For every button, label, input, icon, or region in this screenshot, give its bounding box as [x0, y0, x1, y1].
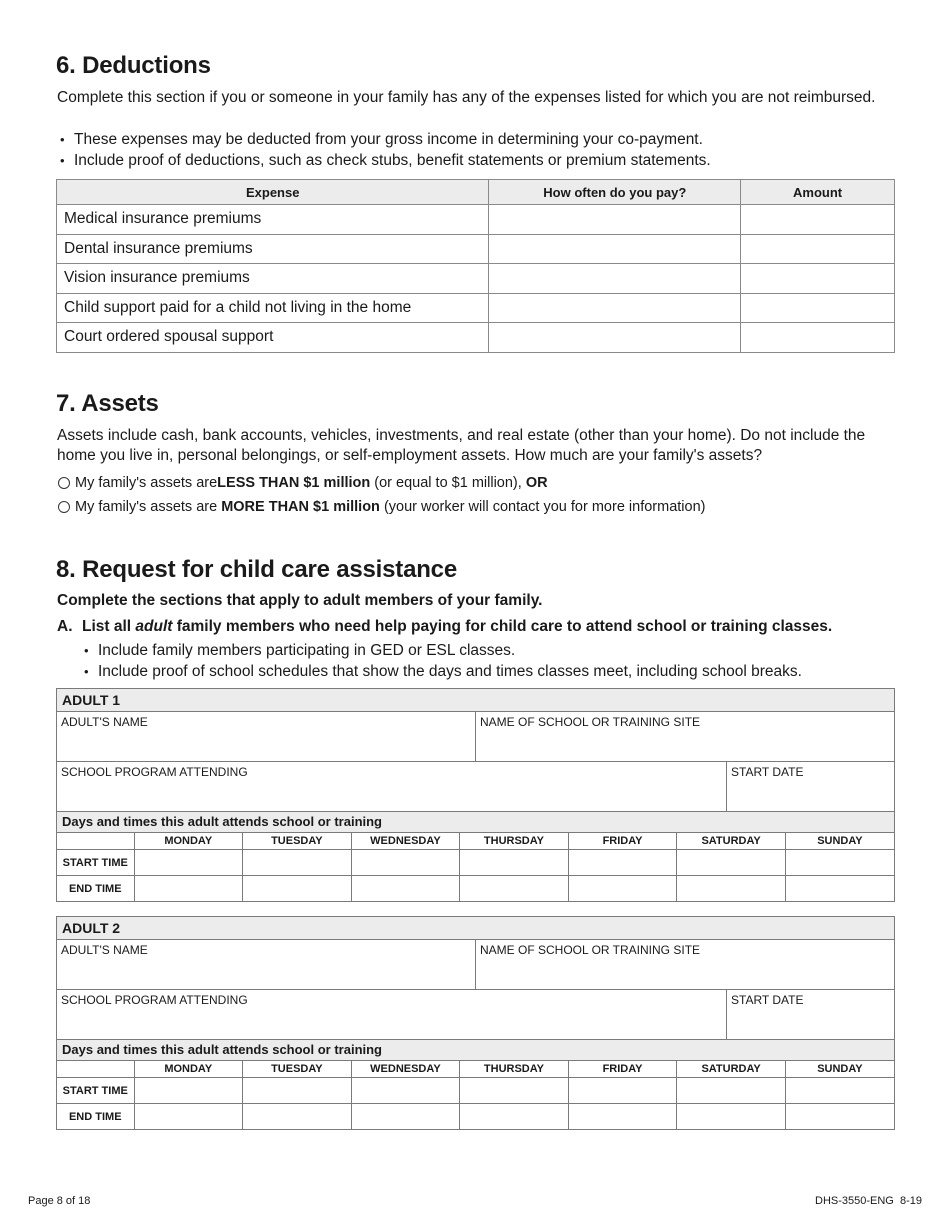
field-label: NAME OF SCHOOL OR TRAINING SITE: [480, 943, 701, 957]
table-row: [57, 264, 895, 294]
adult-name-row: [57, 712, 894, 762]
day-header: SUNDAY: [817, 835, 863, 847]
amount-field[interactable]: [741, 234, 895, 264]
field-label: START DATE: [731, 765, 804, 779]
time-field[interactable]: [568, 1078, 677, 1104]
expense-label: Dental insurance premiums: [57, 234, 489, 264]
table-row: [57, 234, 895, 264]
time-field[interactable]: [677, 1078, 786, 1104]
day-header: WEDNESDAY: [351, 1061, 460, 1078]
time-field[interactable]: [134, 1104, 243, 1130]
assets-more-option[interactable]: [58, 499, 705, 515]
start-time-row: [57, 1078, 894, 1104]
col-frequency: How often do you pay?: [489, 180, 741, 205]
program-row: [57, 990, 894, 1040]
end-time-row: [57, 1104, 894, 1130]
time-field[interactable]: [460, 850, 569, 876]
section-6-title: 6. Deductions: [56, 52, 211, 79]
table-row: [57, 323, 895, 353]
amount-field[interactable]: [741, 264, 895, 294]
table-row: [57, 205, 895, 235]
time-field[interactable]: [243, 1078, 352, 1104]
day-header: THURSDAY: [460, 833, 569, 850]
frequency-field[interactable]: [489, 293, 741, 323]
time-field[interactable]: [243, 876, 352, 902]
time-field[interactable]: [677, 850, 786, 876]
adult-title: ADULT 2: [57, 917, 894, 940]
amount-field[interactable]: [741, 323, 895, 353]
day-header: MONDAY: [134, 833, 243, 850]
school-name-field[interactable]: [475, 940, 894, 989]
day-header: MONDAY: [134, 1061, 243, 1078]
field-label: ADULT'S NAME: [61, 943, 148, 957]
start-time-row: [57, 850, 894, 876]
day-header: WEDNESDAY: [351, 833, 460, 850]
school-name-field[interactable]: [475, 712, 894, 761]
item-letter: A.: [57, 618, 73, 635]
field-label: SCHOOL PROGRAM ATTENDING: [61, 993, 248, 1007]
section-6-bullets: [60, 129, 711, 171]
time-field[interactable]: [243, 1104, 352, 1130]
time-field[interactable]: [243, 850, 352, 876]
time-field[interactable]: [568, 850, 677, 876]
section-8-subheading: Complete the sections that apply to adult members of your family.: [57, 592, 543, 609]
expense-label: Vision insurance premiums: [57, 264, 489, 294]
day-header: TUESDAY: [243, 1061, 352, 1078]
start-date-field[interactable]: [726, 762, 894, 811]
start-date-field[interactable]: [726, 990, 894, 1039]
end-time-label: END TIME: [57, 876, 134, 902]
radio-button[interactable]: [58, 477, 70, 489]
start-time-label: START TIME: [57, 1078, 134, 1104]
time-field[interactable]: [351, 876, 460, 902]
frequency-field[interactable]: [489, 205, 741, 235]
time-field[interactable]: [785, 1104, 894, 1130]
bullet: • Include proof of school schedules that show the days and times classes meet, including school breaks.: [84, 661, 802, 682]
time-field[interactable]: [785, 850, 894, 876]
col-amount: Amount: [741, 180, 895, 205]
option-emphasis: MORE THAN $1 million: [221, 499, 380, 515]
bullet: • Include family members participating in GED or ESL classes.: [84, 640, 802, 661]
section-8-title: 8. Request for child care assistance: [56, 556, 457, 583]
days-heading: Days and times this adult attends school or training: [57, 812, 894, 833]
section-6-intro: Complete this section if you or someone in your family has any of the expenses listed for which you are not reimbursed.: [57, 89, 876, 106]
schedule-header-row: [57, 833, 894, 850]
corner-cell: [57, 833, 134, 850]
time-field[interactable]: [134, 850, 243, 876]
assets-less-option[interactable]: [58, 475, 548, 491]
item-text: family members who need help paying for child care to attend school or training classes.: [172, 618, 833, 635]
table-header-row: [57, 180, 895, 205]
time-field[interactable]: [351, 850, 460, 876]
option-text: (or equal to $1 million),: [370, 475, 526, 491]
table-row: [57, 293, 895, 323]
time-field[interactable]: [568, 876, 677, 902]
option-emphasis: LESS THAN $1 million: [217, 475, 371, 491]
bullet: • Include proof of deductions, such as check stubs, benefit statements or premium statements.: [60, 150, 711, 171]
frequency-field[interactable]: [489, 323, 741, 353]
deductions-table: [56, 179, 895, 353]
item-emphasis: adult: [135, 618, 173, 635]
frequency-field[interactable]: [489, 264, 741, 294]
expense-label: Court ordered spousal support: [57, 323, 489, 353]
end-time-label: END TIME: [57, 1104, 134, 1130]
item-text: List all: [82, 618, 136, 635]
expense-label: Medical insurance premiums: [57, 205, 489, 235]
form-id: DHS-3550-ENG 8-19: [815, 1195, 922, 1207]
time-field[interactable]: [460, 1104, 569, 1130]
time-field[interactable]: [460, 876, 569, 902]
time-field[interactable]: [785, 1078, 894, 1104]
field-label: ADULT'S NAME: [61, 715, 148, 729]
time-field[interactable]: [351, 1104, 460, 1130]
corner-cell: [57, 1061, 134, 1078]
program-row: [57, 762, 894, 812]
page-number: Page 8 of 18: [28, 1195, 91, 1207]
section-7-title: 7. Assets: [56, 390, 159, 417]
time-field[interactable]: [568, 1104, 677, 1130]
adult-2-block: [56, 916, 895, 1130]
time-field[interactable]: [134, 1078, 243, 1104]
day-header: FRIDAY: [568, 1061, 677, 1078]
option-text: My family's assets are: [75, 475, 218, 491]
time-field[interactable]: [677, 876, 786, 902]
start-time-label: START TIME: [57, 850, 134, 876]
adult-name-field[interactable]: [57, 712, 475, 761]
time-field[interactable]: [785, 876, 894, 902]
expense-label: Child support paid for a child not living in the home: [57, 293, 489, 323]
option-or: OR: [525, 475, 548, 491]
day-header: TUESDAY: [243, 833, 352, 850]
day-header: SATURDAY: [677, 1061, 786, 1078]
section-8-bullets: [84, 640, 802, 682]
day-header: SATURDAY: [677, 833, 786, 850]
end-time-row: [57, 876, 894, 902]
program-field[interactable]: [57, 990, 726, 1039]
section-7-intro: Assets include cash, bank accounts, vehicles, investments, and real estate (other than your home). Do not include the home you live in, personal belongings, or self-employment assets. How much are your family's assets?: [57, 427, 866, 464]
day-header: THURSDAY: [460, 1061, 569, 1078]
day-header: SUNDAY: [817, 1063, 863, 1075]
day-header: FRIDAY: [568, 833, 677, 850]
amount-field[interactable]: [741, 293, 895, 323]
option-text: My family's assets are: [75, 499, 222, 515]
days-heading: Days and times this adult attends school or training: [57, 1040, 894, 1061]
program-field[interactable]: [57, 762, 726, 811]
field-label: START DATE: [731, 993, 804, 1007]
field-label: NAME OF SCHOOL OR TRAINING SITE: [480, 715, 701, 729]
field-label: SCHOOL PROGRAM ATTENDING: [61, 765, 248, 779]
adult-name-field[interactable]: [57, 940, 475, 989]
option-text: (your worker will contact you for more information): [379, 499, 706, 515]
schedule-table: [57, 1061, 894, 1129]
time-field[interactable]: [677, 1104, 786, 1130]
schedule-header-row: [57, 1061, 894, 1078]
bullet: • These expenses may be deducted from your gross income in determining your co-payment.: [60, 129, 711, 150]
frequency-field[interactable]: [489, 234, 741, 264]
radio-button[interactable]: [58, 501, 70, 513]
adult-name-row: [57, 940, 894, 990]
amount-field[interactable]: [741, 205, 895, 235]
adult-title: ADULT 1: [57, 689, 894, 712]
col-expense: Expense: [57, 180, 489, 205]
time-field[interactable]: [351, 1078, 460, 1104]
time-field[interactable]: [460, 1078, 569, 1104]
time-field[interactable]: [134, 876, 243, 902]
adult-1-block: [56, 688, 895, 902]
item-a-heading: [57, 618, 832, 636]
schedule-table: [57, 833, 894, 901]
